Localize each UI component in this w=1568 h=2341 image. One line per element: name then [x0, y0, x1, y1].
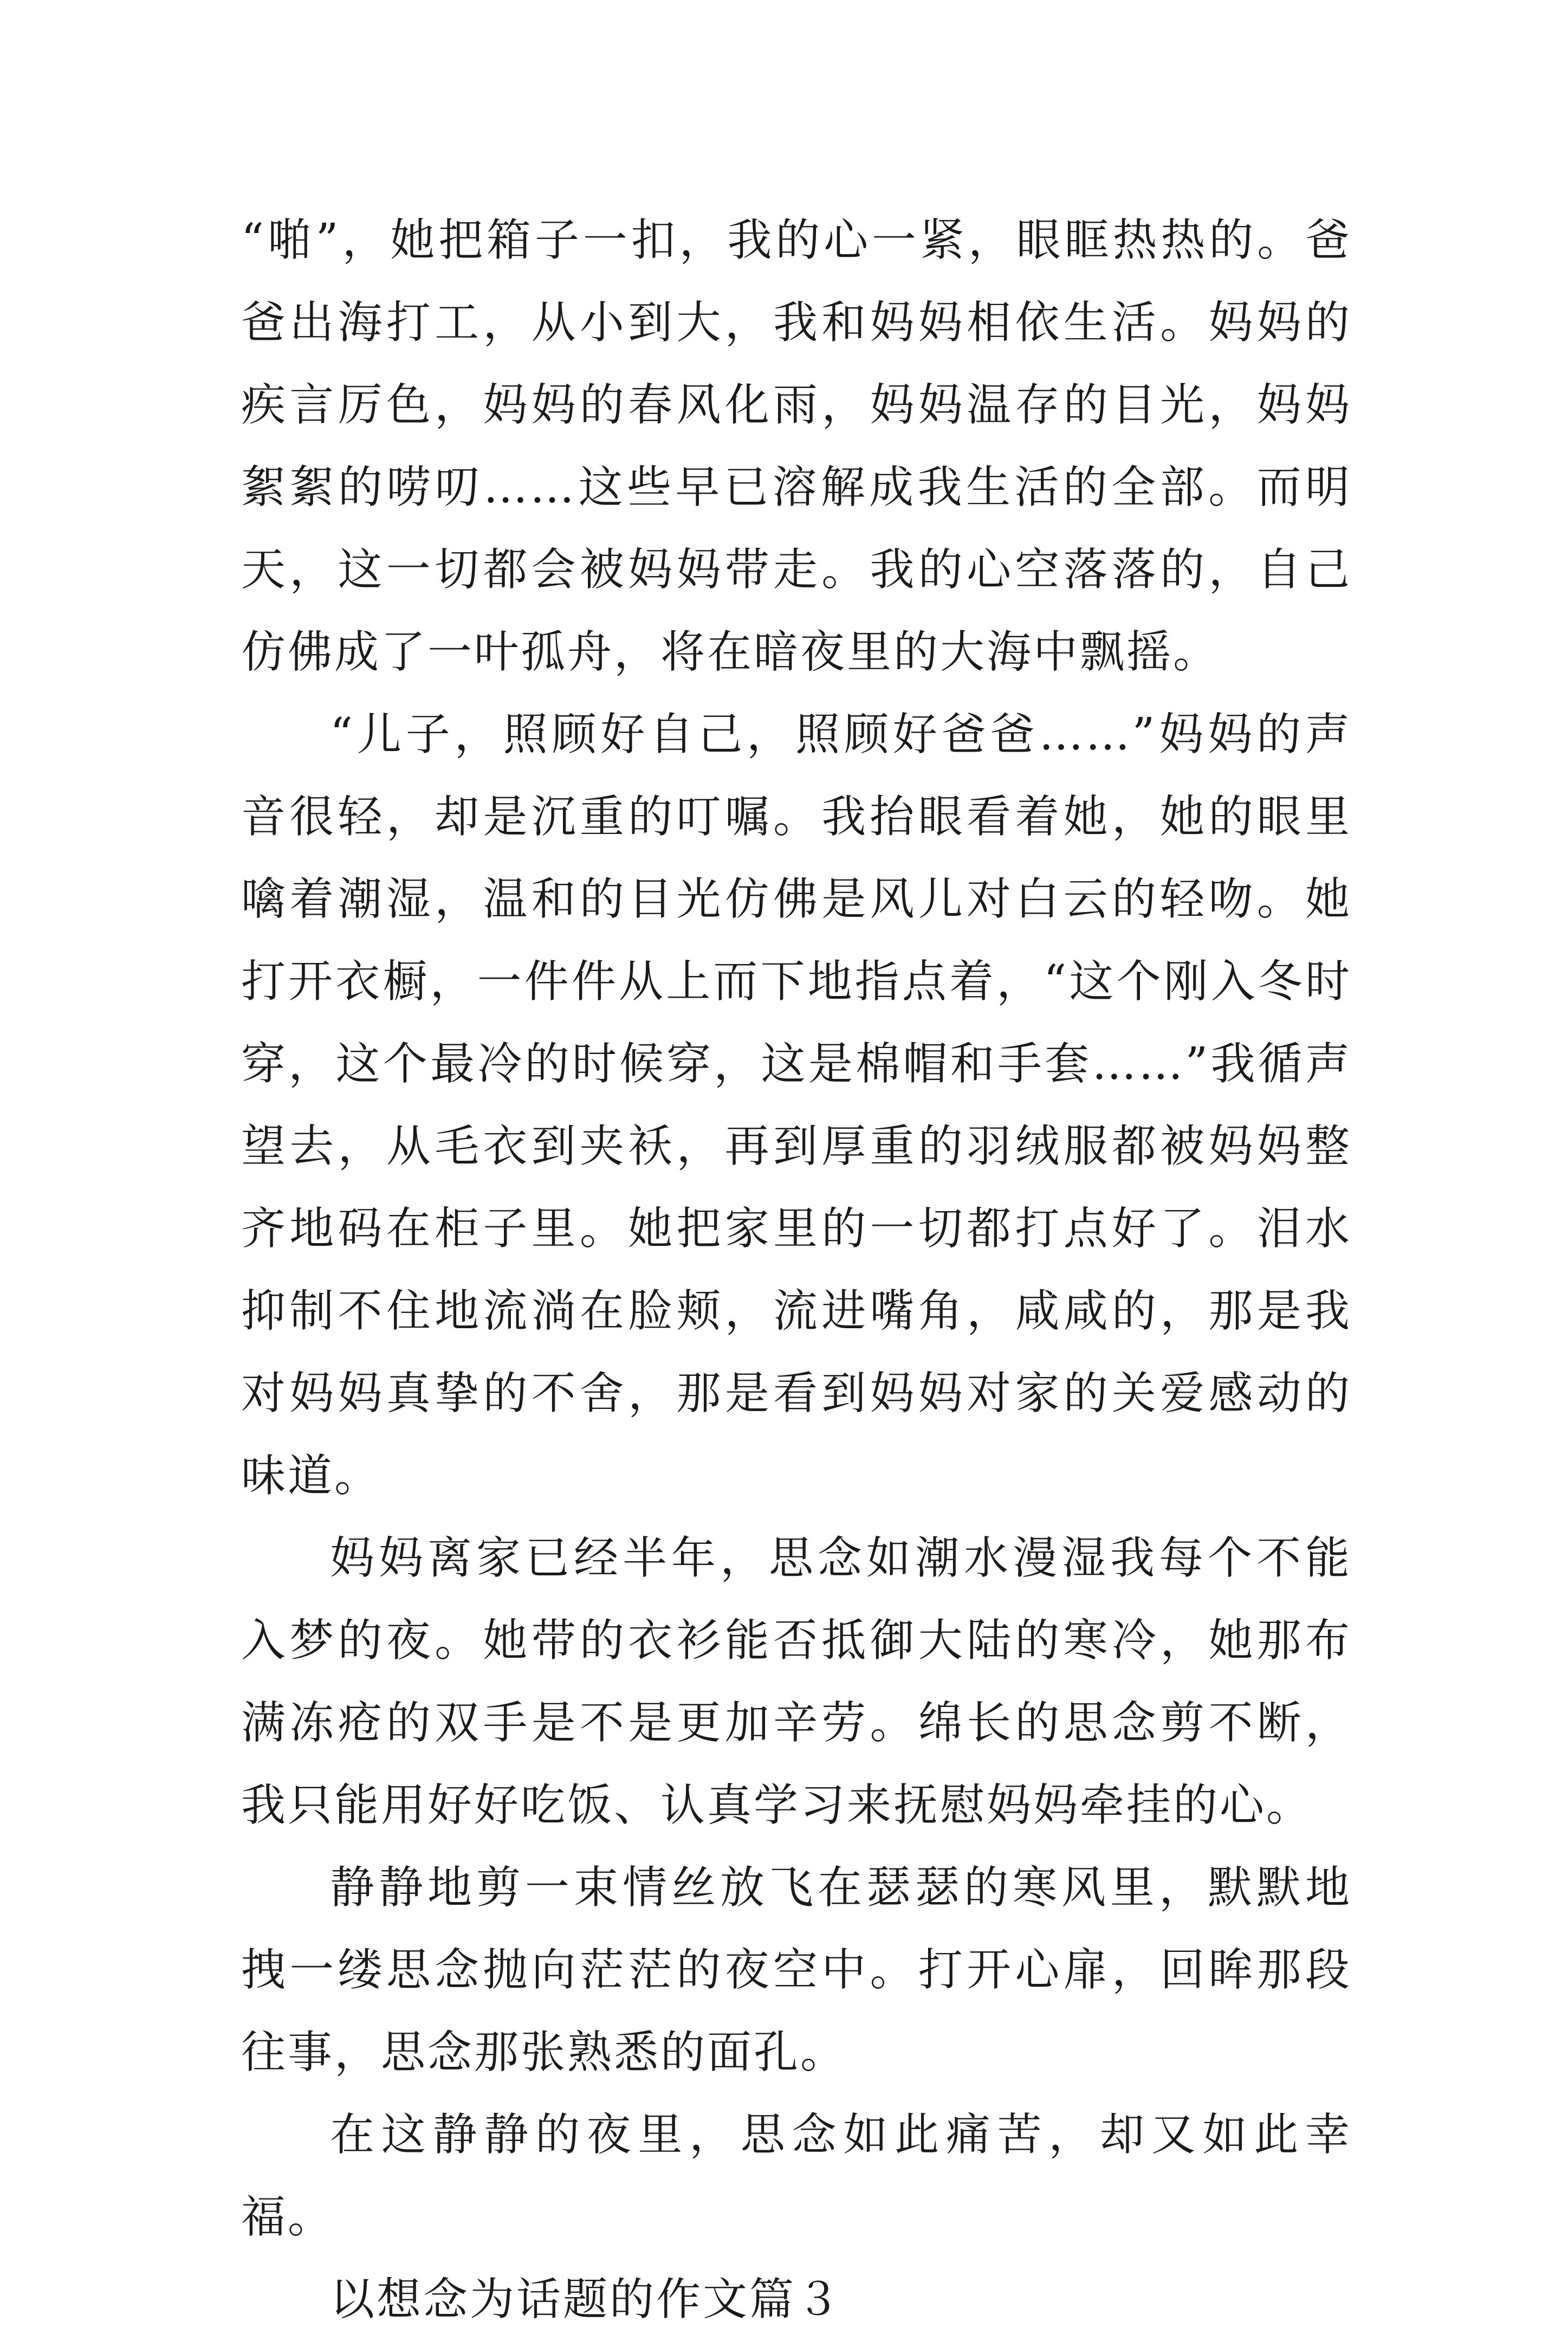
paragraph-4: 静静地剪一束情丝放飞在瑟瑟的寒风里，默默地拽一缕思念抛向茫茫的夜空中。打开心扉，回眸那段往事，思念那张熟悉的面孔。 — [241, 1862, 1352, 2078]
paragraph-5: 在这静静的夜里，思念如此痛苦，却又如此幸福。 — [241, 2109, 1352, 2243]
document-body — [241, 199, 1352, 2341]
paragraph-2: “儿子，照顾好自己，照顾好爸爸……”妈妈的声音很轻，却是沉重的叮嘱。我抬眼看着她，她的眼里噙着潮湿，温和的目光仿佛是风儿对白云的轻吻。她打开衣橱，一件件从上而下地指点着，“这个刚入冬时穿，这个最冷的时候穿，这是棉帽和手套……”我循声望去，从毛衣到夹袄，再到厚重的羽绒服都被妈妈整齐地码在柜子里。她把家里的一切都打点好了。泪水抑制不住地流淌在脸颊，流进嘴角，咸咸的，那是我对妈妈真挚的不舍，那是看到妈妈对家的关爱感动的味道。 — [241, 709, 1352, 1502]
paragraph-1: “啪”，她把箱子一扣，我的心一紧，眼眶热热的。爸爸出海打工，从小到大，我和妈妈相依生活。妈妈的疾言厉色，妈妈的春风化雨，妈妈温存的目光，妈妈絮絮的唠叨……这些早已溶解成我生活的全部。而明天，这一切都会被妈妈带走。我的心空落落的，自己仿佛成了一叶孤舟，将在暗夜里的大海中飘摇。 — [241, 215, 1352, 678]
paragraph-3: 妈妈离家已经半年，思念如潮水漫湿我每个不能入梦的夜。她带的衣衫能否抵御大陆的寒冷，她那布满冻疮的双手是不是更加辛劳。绵长的思念剪不断，我只能用好好吃饭、认真学习来抚慰妈妈牵挂的心。 — [241, 1532, 1352, 1831]
section-heading: 以想念为话题的作文篇３ — [330, 2274, 843, 2325]
